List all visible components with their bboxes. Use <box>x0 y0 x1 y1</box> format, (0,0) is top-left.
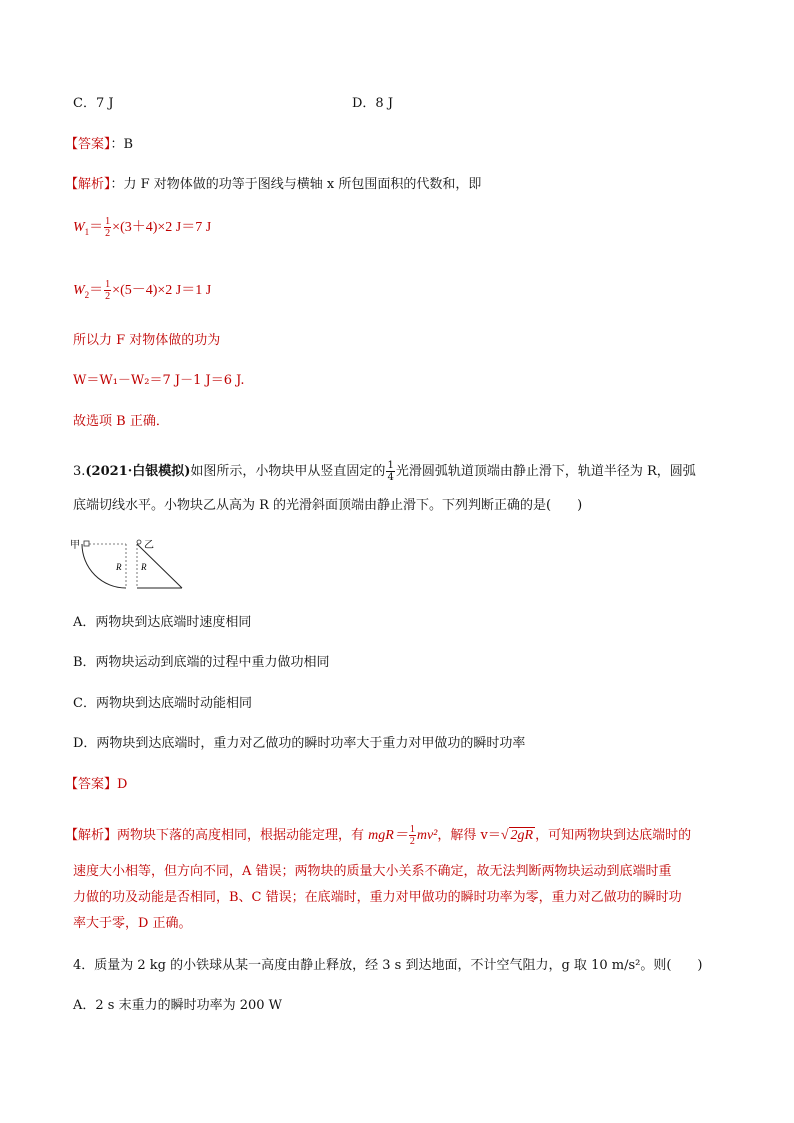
equation-total: W＝W₁－W₂＝7 J－1 J＝6 J. <box>73 373 245 388</box>
q3-option-d: D．两物块到达底端时，重力对乙做功的瞬时功率大于重力对甲做功的瞬时功率 <box>73 736 526 751</box>
q4-option-a: A．2 s 末重力的瞬时功率为 200 W <box>73 998 283 1013</box>
fraction: $\frac{1}{2}$ <box>105 279 111 303</box>
fraction: $\frac{1}{2}$ <box>409 824 415 847</box>
analysis-label: 【解析】 <box>65 828 118 843</box>
answer-label: 【答案】 <box>65 777 118 792</box>
equation-w2: $W_2=$ $\frac{1}{2}$ ×(5－4)×2 J＝1 J <box>73 279 212 303</box>
answer-value: D <box>117 777 128 792</box>
quarter-fraction: $\frac{1}{4}$ <box>387 460 394 483</box>
q3-stem-line1: 3.(2021·白银模拟)如图所示，小物块甲从竖直固定的 $\frac{1}{4}$ 光滑圆弧轨道顶端由静止滑下，轨道半径为 R，圆弧 <box>73 460 696 483</box>
label-jia: 甲 <box>70 540 80 551</box>
answer-value: ：B <box>110 137 134 152</box>
q2-analysis <box>65 176 481 194</box>
analysis-so: 所以力 F 对物体做的功为 <box>73 333 221 348</box>
q3-option-a: A．两物块到达底端时速度相同 <box>73 615 252 630</box>
q3-option-b: B．两物块运动到底端的过程中重力做功相同 <box>73 655 330 670</box>
label-r2: R <box>141 562 147 572</box>
option-c: C．7 J <box>73 96 114 111</box>
q3-analysis-line2: 速度大小相等，但方向不同，A 错误；两物块的质量大小关系不确定，故无法判断两物块运动到底端时重 <box>73 864 672 879</box>
equation-w1: $W_1=$ $\frac{1}{2}$ ×(3＋4)×2 J＝7 J <box>73 216 212 240</box>
q3-analysis-line1: 【解析】两物块下落的高度相同，根据动能定理，有 mgR＝ $\frac{1}{2}$ mv²，解得 v＝√ 2gR ，可知两物块到达底端时的 <box>65 824 692 847</box>
q2-answer <box>65 136 133 154</box>
q3-source: (2021·白银模拟) <box>85 464 191 479</box>
block-yi <box>137 540 141 544</box>
analysis-text: ：力 F 对物体做的功等于图线与横轴 x 所包围面积的代数和，即 <box>110 177 482 192</box>
label-yi: 乙 <box>144 540 154 551</box>
q3-analysis-line3: 力做的功及动能是否相同，B、C 错误；在底端时，重力对甲做功的瞬时功率为零，重力对乙做功的瞬时功 <box>73 890 682 905</box>
q4-stem: 4．质量为 2 kg 的小铁球从某一高度由静止释放，经 3 s 到达地面，不计空气阻力，g 取 10 m/s²。则( ) <box>73 958 703 973</box>
q3-option-c: C．两物块到达底端时动能相同 <box>73 696 252 711</box>
fraction: $\frac{1}{2}$ <box>105 216 111 240</box>
sqrt-2gR: 2gR <box>510 828 534 843</box>
block-jia <box>84 541 89 546</box>
q3-answer <box>65 776 127 794</box>
q3-stem-line2: 底端切线水平。小物块乙从高为 R 的光滑斜面顶端由静止滑下。下列判断正确的是( ) <box>73 498 583 513</box>
analysis-label: 【解析】 <box>65 177 111 192</box>
q3-analysis-line4: 率大于零，D 正确。 <box>73 916 192 931</box>
answer-label: 【答案】 <box>65 137 111 152</box>
q3-figure <box>70 538 200 600</box>
label-r1: R <box>116 562 122 572</box>
analysis-conclusion: 故选项 B 正确． <box>73 414 169 429</box>
option-d: D．8 J <box>352 96 394 111</box>
